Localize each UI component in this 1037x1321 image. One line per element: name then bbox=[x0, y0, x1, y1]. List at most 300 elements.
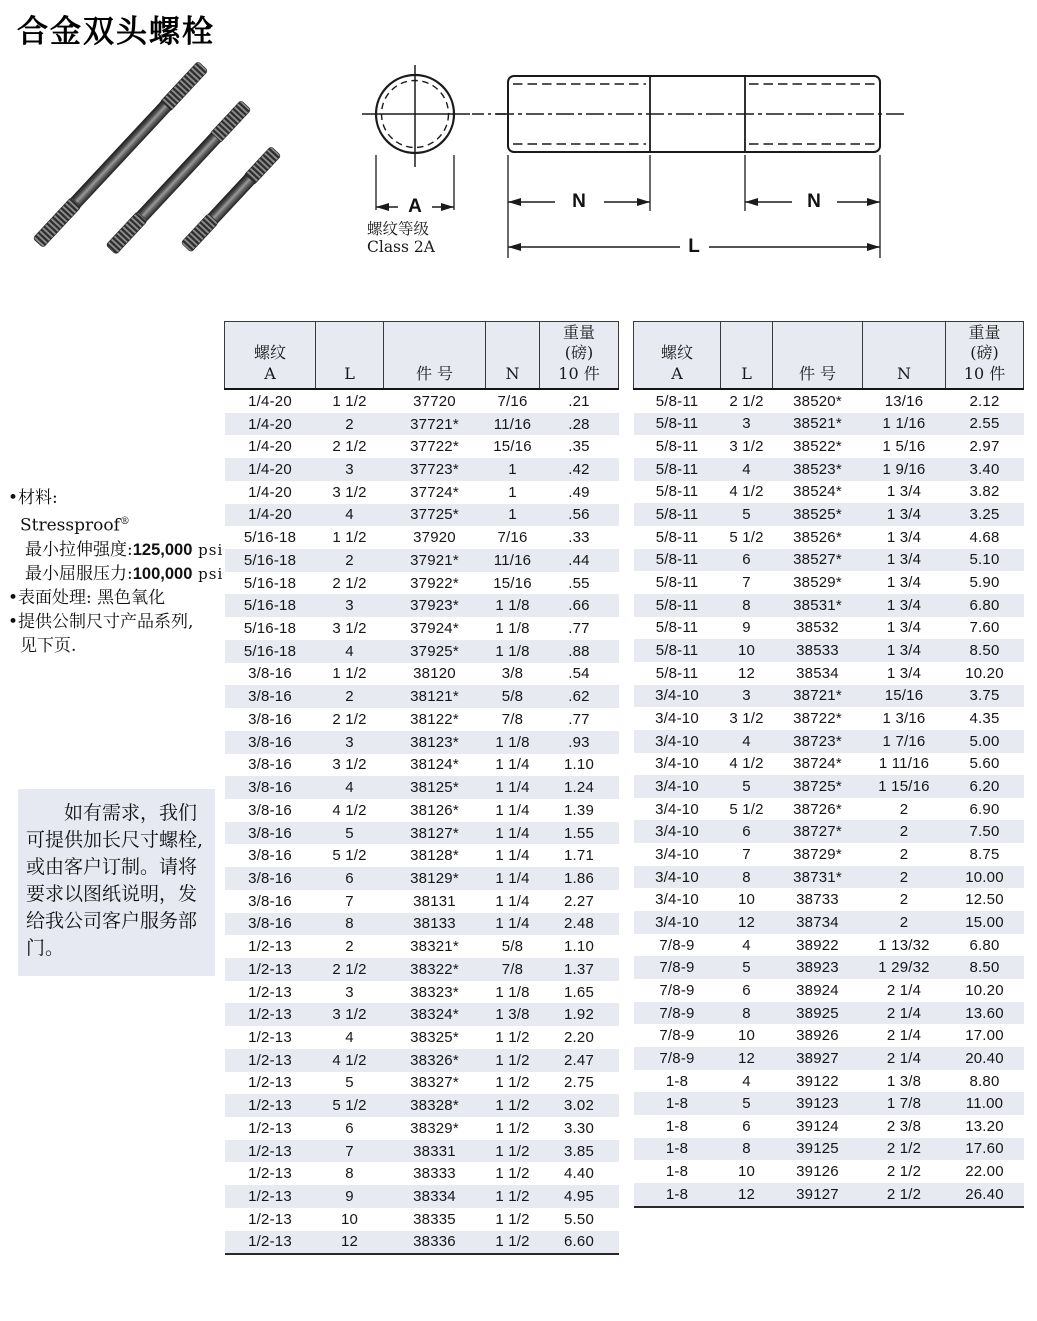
table-cell: 5 bbox=[345, 824, 354, 842]
table-cell: 2 1/4 bbox=[886, 981, 922, 999]
table-cell: 1/2-13 bbox=[248, 1051, 292, 1069]
table-cell: 3/8-16 bbox=[248, 665, 292, 683]
table-cell: 3 bbox=[345, 983, 354, 1001]
table-cell: 1 1/4 bbox=[495, 869, 530, 887]
table-cell: 15.00 bbox=[965, 913, 1004, 931]
table-cell: 38723* bbox=[793, 732, 842, 750]
table-cell: 10 bbox=[737, 642, 756, 660]
table-cell: 2.97 bbox=[969, 438, 1000, 456]
table-cell: 38526* bbox=[793, 528, 842, 546]
table-cell: 3/8-16 bbox=[248, 915, 292, 933]
table-cell: 4 1/2 bbox=[332, 801, 367, 819]
table-cell: 37923* bbox=[410, 597, 459, 615]
table-cell: 1 1/2 bbox=[332, 392, 367, 410]
table-cell: 1 15/16 bbox=[878, 777, 930, 795]
table-cell: 37922* bbox=[410, 574, 459, 592]
table-cell: .35 bbox=[568, 438, 590, 456]
table-cell: 2.75 bbox=[564, 1074, 594, 1092]
table-cell: 12 bbox=[340, 1233, 359, 1251]
table-cell: 3/4-10 bbox=[655, 687, 699, 705]
table-row bbox=[225, 754, 619, 777]
table-cell: 38533 bbox=[796, 642, 839, 660]
spec-metric-1: •提供公制尺寸产品系列, bbox=[8, 611, 194, 632]
table-cell: 2.20 bbox=[564, 1028, 594, 1046]
table-row bbox=[225, 549, 619, 572]
table-row bbox=[225, 958, 619, 981]
table-cell: .28 bbox=[568, 415, 590, 433]
table-cell: 1 7/16 bbox=[882, 732, 926, 750]
table-cell: 3/4-10 bbox=[655, 800, 699, 818]
table-row bbox=[225, 822, 619, 845]
table-cell: 1/2-13 bbox=[248, 1006, 292, 1024]
table-row bbox=[634, 662, 1024, 685]
table-cell: 7 bbox=[345, 1142, 354, 1160]
table-cell: 38527* bbox=[793, 551, 842, 569]
table-cell: 1 1/2 bbox=[495, 1097, 530, 1115]
table-cell: 38122* bbox=[410, 710, 459, 728]
table-cell: 26.40 bbox=[965, 1185, 1004, 1203]
table-cell: 1 1/2 bbox=[495, 1119, 530, 1137]
table-cell: 3/4-10 bbox=[655, 913, 699, 931]
table-cell: 3/4-10 bbox=[655, 891, 699, 909]
table-cell: 8 bbox=[742, 1140, 751, 1158]
table-header-row bbox=[634, 322, 1024, 390]
table-cell: .88 bbox=[568, 642, 590, 660]
table-cell: 8 bbox=[742, 1004, 751, 1022]
table-cell: 38731* bbox=[793, 868, 842, 886]
table-cell: 4.35 bbox=[969, 710, 1000, 728]
table-cell: 3/4-10 bbox=[655, 732, 699, 750]
table-cell: 3.02 bbox=[564, 1097, 594, 1115]
table-cell: 17.00 bbox=[965, 1027, 1004, 1045]
table-cell: 38523* bbox=[793, 460, 842, 478]
table-cell: 1/4-20 bbox=[248, 392, 292, 410]
table-cell: 6 bbox=[345, 1119, 354, 1137]
table-cell: 38524* bbox=[793, 483, 842, 501]
table-cell: 1 3/4 bbox=[886, 551, 922, 569]
table-cell: 5.60 bbox=[969, 755, 1000, 773]
table-cell: 3/4-10 bbox=[655, 845, 699, 863]
table-cell: 10.20 bbox=[965, 981, 1004, 999]
table-cell: 5/16-18 bbox=[243, 574, 297, 592]
table-cell: .55 bbox=[568, 574, 590, 592]
table-cell: 1 1/4 bbox=[495, 801, 530, 819]
table-cell: 2 bbox=[899, 868, 909, 886]
table-cell: 9 bbox=[742, 619, 751, 637]
table-cell: 3 bbox=[345, 461, 354, 479]
table-cell: 1/2-13 bbox=[248, 1028, 292, 1046]
table-cell: 2 bbox=[899, 845, 909, 863]
table-row bbox=[225, 1094, 619, 1117]
table-cell: 3/8-16 bbox=[248, 688, 292, 706]
table-cell: 6 bbox=[345, 869, 354, 887]
table-cell: 11/16 bbox=[493, 551, 532, 569]
table-cell: 5/16-18 bbox=[243, 529, 297, 547]
table-row bbox=[634, 979, 1024, 1002]
stud-medium bbox=[106, 100, 251, 254]
spec-material-name: Stressproof® bbox=[20, 515, 130, 536]
table-row bbox=[225, 413, 619, 436]
table-cell: 38529* bbox=[793, 574, 842, 592]
table-cell: 4 bbox=[742, 732, 751, 750]
table-cell: 7.60 bbox=[969, 619, 1000, 637]
table-cell: 3/4-10 bbox=[655, 710, 699, 728]
table-row bbox=[225, 1049, 619, 1072]
table-row bbox=[634, 549, 1024, 572]
table-cell: 5/8-11 bbox=[655, 664, 699, 682]
table-row bbox=[634, 843, 1024, 866]
table-row bbox=[225, 1117, 619, 1140]
table-cell: 1 bbox=[508, 461, 517, 479]
table-cell: 4 1/2 bbox=[729, 483, 764, 501]
table-cell: 2 1/2 bbox=[729, 392, 764, 410]
table-cell: 7/8 bbox=[501, 960, 524, 978]
table-cell: 3/8-16 bbox=[248, 756, 292, 774]
table-cell: 1 1/8 bbox=[495, 983, 530, 1001]
table-cell: 1 3/4 bbox=[886, 506, 922, 524]
table-cell: 2 bbox=[899, 913, 909, 931]
table-cell: 7/8 bbox=[501, 710, 524, 728]
table-cell: 38534 bbox=[796, 664, 839, 682]
table-cell: 38722* bbox=[793, 710, 842, 728]
table-cell: 37722* bbox=[410, 438, 459, 456]
table-row bbox=[634, 413, 1024, 436]
table-cell: 38326* bbox=[410, 1051, 459, 1069]
table-cell: 5/8-11 bbox=[655, 574, 699, 592]
table-cell: 38127* bbox=[410, 824, 459, 842]
table-cell: 5 1/2 bbox=[332, 847, 367, 865]
table-cell: 38325* bbox=[410, 1028, 459, 1046]
table-cell: 1 1/4 bbox=[495, 756, 530, 774]
table-cell: 38922 bbox=[796, 936, 839, 954]
table-cell: 1-8 bbox=[665, 1163, 689, 1181]
table-cell: 3 1/2 bbox=[729, 710, 764, 728]
table-row bbox=[634, 820, 1024, 843]
table-cell: 7/8-9 bbox=[659, 936, 695, 954]
table-cell: 5 bbox=[742, 1095, 751, 1113]
table-cell: 38129* bbox=[410, 869, 459, 887]
table-cell: 3.75 bbox=[969, 687, 1000, 705]
table-cell: 37921* bbox=[410, 551, 459, 569]
table-row bbox=[225, 799, 619, 822]
table-cell: 1 3/8 bbox=[886, 1072, 922, 1090]
table-cell: 38124* bbox=[410, 756, 459, 774]
table-cell: 3/8-16 bbox=[248, 847, 292, 865]
table-cell: 2 bbox=[345, 551, 354, 569]
table-row bbox=[225, 935, 619, 958]
table-cell: .42 bbox=[568, 461, 590, 479]
table-cell: 5/8-11 bbox=[655, 415, 699, 433]
table-cell: 4 bbox=[742, 1072, 751, 1090]
table-cell: 1 1/2 bbox=[495, 1028, 530, 1046]
table-cell: 38335 bbox=[413, 1210, 456, 1228]
table-row bbox=[634, 435, 1024, 458]
table-cell: 39126 bbox=[796, 1163, 839, 1181]
table-cell: 1 1/2 bbox=[495, 1188, 530, 1206]
table-row bbox=[634, 1092, 1024, 1115]
table-cell: 4.95 bbox=[564, 1188, 594, 1206]
table-cell: 2 bbox=[899, 891, 909, 909]
table-row bbox=[634, 639, 1024, 662]
table-cell: 13/16 bbox=[884, 392, 924, 410]
table-row bbox=[225, 1185, 619, 1208]
table-cell: 5/8-11 bbox=[655, 528, 699, 546]
table-cell: 1/2-13 bbox=[248, 1074, 292, 1092]
table-cell: 1/4-20 bbox=[248, 461, 292, 479]
table-row bbox=[225, 481, 619, 504]
table-row bbox=[634, 685, 1024, 708]
table-cell: 1 1/2 bbox=[495, 1142, 530, 1160]
table-cell: 38721* bbox=[793, 687, 842, 705]
table-cell: 6 bbox=[742, 981, 751, 999]
table-cell: 5 bbox=[345, 1074, 354, 1092]
table-cell: 5/8-11 bbox=[655, 483, 699, 501]
table-cell: 1/2-13 bbox=[248, 1142, 292, 1160]
table-row bbox=[634, 888, 1024, 911]
table-cell: 1-8 bbox=[665, 1095, 689, 1113]
table-cell: 1 3/4 bbox=[886, 642, 922, 660]
table-cell: 7 bbox=[742, 574, 751, 592]
table-cell: 12 bbox=[737, 913, 756, 931]
table-cell: 3 bbox=[345, 733, 354, 751]
table-row bbox=[634, 1115, 1024, 1138]
table-cell: 38334 bbox=[413, 1188, 456, 1206]
table-cell: 2 bbox=[345, 415, 354, 433]
table-cell: 2 bbox=[345, 688, 354, 706]
table-cell: 5/8-11 bbox=[655, 392, 699, 410]
table-cell: 1 3/4 bbox=[886, 528, 922, 546]
table-cell: 2 1/2 bbox=[886, 1185, 922, 1203]
table-cell: 8.50 bbox=[969, 959, 1000, 977]
table-row bbox=[634, 866, 1024, 889]
table-cell: 38322* bbox=[410, 960, 459, 978]
table-cell: 3/8-16 bbox=[248, 824, 292, 842]
table-cell: 1/2-13 bbox=[248, 960, 292, 978]
table-cell: 6.20 bbox=[969, 777, 1000, 795]
table-cell: 38924 bbox=[796, 981, 839, 999]
table-cell: 1/2-13 bbox=[248, 1097, 292, 1115]
table-cell: 3/8-16 bbox=[248, 869, 292, 887]
table-cell: 1 9/16 bbox=[882, 460, 926, 478]
col-header-thread: 螺纹 A bbox=[634, 322, 721, 390]
table-cell: 10 bbox=[737, 1027, 756, 1045]
spec-material-bullet: •材料: bbox=[8, 488, 58, 508]
col-header-weight: 重量 (磅) 10 件 bbox=[946, 322, 1024, 390]
table-row bbox=[225, 526, 619, 549]
table-cell: 5/8-11 bbox=[655, 619, 699, 637]
dim-l-label: L bbox=[688, 236, 700, 258]
table-cell: 1.24 bbox=[564, 779, 594, 797]
table-cell: 7/16 bbox=[497, 529, 528, 547]
col-header-n: N bbox=[863, 322, 946, 390]
table-cell: 3/4-10 bbox=[655, 755, 699, 773]
table-cell: 1.71 bbox=[564, 847, 594, 865]
table-cell: 8.80 bbox=[969, 1072, 1000, 1090]
table-cell: 3/8-16 bbox=[248, 801, 292, 819]
spec-yield: 最小屈服压力:100,000 psi bbox=[25, 563, 224, 584]
table-cell: 5/8-11 bbox=[655, 506, 699, 524]
table-cell: 4 bbox=[742, 460, 751, 478]
table-cell: 38532 bbox=[796, 619, 839, 637]
table-row bbox=[225, 913, 619, 936]
table-cell: 38133 bbox=[413, 915, 456, 933]
table-cell: .77 bbox=[568, 620, 590, 638]
table-cell: 38329* bbox=[410, 1119, 459, 1137]
table-row bbox=[225, 594, 619, 617]
table-cell: 5 bbox=[742, 777, 751, 795]
table-cell: 1 1/2 bbox=[332, 529, 367, 547]
table-cell: 7 bbox=[742, 845, 751, 863]
table-cell: 38333 bbox=[413, 1165, 456, 1183]
table-cell: 3/8-16 bbox=[248, 733, 292, 751]
table-cell: 38725* bbox=[793, 777, 842, 795]
table-cell: 1 1/4 bbox=[495, 824, 530, 842]
table-cell: 4 bbox=[742, 936, 751, 954]
table-cell: 5/8 bbox=[501, 688, 524, 706]
table-cell: 37725* bbox=[410, 506, 459, 524]
col-header-thread: 螺纹 A bbox=[225, 322, 316, 390]
table-row bbox=[225, 685, 619, 708]
table-cell: 1 bbox=[508, 506, 517, 524]
table-cell: 20.40 bbox=[965, 1049, 1004, 1067]
table-row bbox=[225, 981, 619, 1004]
col-header-length: L bbox=[721, 322, 773, 390]
table-cell: 4 bbox=[345, 642, 354, 660]
table-cell: 5/8-11 bbox=[655, 551, 699, 569]
table-cell: 2 1/4 bbox=[886, 1049, 922, 1067]
stud-long bbox=[33, 61, 208, 248]
table-cell: 38925 bbox=[796, 1004, 839, 1022]
table-cell: 1/2-13 bbox=[248, 983, 292, 1001]
table-cell: 4 bbox=[345, 1028, 354, 1046]
table-cell: 38328* bbox=[410, 1097, 459, 1115]
table-cell: 3/4-10 bbox=[655, 823, 699, 841]
table-cell: 3.25 bbox=[969, 506, 1000, 524]
table-cell: 3/8-16 bbox=[248, 710, 292, 728]
table-cell: 1-8 bbox=[665, 1072, 689, 1090]
table-row bbox=[225, 867, 619, 890]
table-cell: 39124 bbox=[796, 1117, 839, 1135]
table-cell: 3/8 bbox=[501, 665, 524, 683]
col-header-part: 件 号 bbox=[773, 322, 863, 390]
table-cell: 1 7/8 bbox=[886, 1095, 922, 1113]
table-row bbox=[634, 1002, 1024, 1025]
table-cell: 1 3/4 bbox=[886, 596, 922, 614]
table-cell: .33 bbox=[568, 529, 590, 547]
table-cell: 3/8-16 bbox=[248, 892, 292, 910]
table-cell: 38927 bbox=[796, 1049, 839, 1067]
table-cell: 7/8-9 bbox=[659, 959, 695, 977]
table-cell: .54 bbox=[568, 665, 590, 683]
table-cell: 8 bbox=[345, 915, 354, 933]
table-cell: 1 3/4 bbox=[886, 483, 922, 501]
table-cell: 38126* bbox=[410, 801, 459, 819]
page-title: 合金双头螺栓 bbox=[17, 14, 215, 50]
table-cell: 1 1/4 bbox=[495, 915, 530, 933]
table-cell: 1 1/2 bbox=[332, 665, 367, 683]
table-cell: 15/16 bbox=[493, 574, 532, 592]
table-row bbox=[634, 911, 1024, 934]
table-cell: 2.48 bbox=[564, 915, 594, 933]
table-cell: 12 bbox=[737, 1049, 756, 1067]
table-cell: 5/8-11 bbox=[655, 642, 699, 660]
table-cell: 2 1/2 bbox=[332, 574, 367, 592]
table-cell: 3.85 bbox=[564, 1142, 594, 1160]
table-row bbox=[225, 663, 619, 686]
table-cell: 1 5/16 bbox=[882, 438, 926, 456]
table-header-row bbox=[225, 322, 619, 390]
table-cell: 5 1/2 bbox=[729, 528, 764, 546]
table-cell: 38525* bbox=[793, 506, 842, 524]
table-cell: .44 bbox=[568, 551, 590, 569]
table-cell: 39122 bbox=[796, 1072, 839, 1090]
table-row bbox=[225, 844, 619, 867]
table-cell: 1/2-13 bbox=[248, 938, 292, 956]
table-cell: 8.75 bbox=[969, 845, 1000, 863]
table-cell: 5/16-18 bbox=[243, 551, 297, 569]
table-row bbox=[634, 1047, 1024, 1070]
table-cell: 1.10 bbox=[564, 938, 594, 956]
table-row bbox=[634, 389, 1024, 413]
table-cell: .21 bbox=[568, 392, 590, 410]
table-cell: 7/8-9 bbox=[659, 981, 695, 999]
table-cell: 4 bbox=[345, 779, 354, 797]
table-cell: .49 bbox=[568, 483, 590, 501]
table-cell: 6.80 bbox=[969, 936, 1000, 954]
table-cell: 3/4-10 bbox=[655, 777, 699, 795]
thread-class-label-en: Class 2A bbox=[367, 238, 435, 256]
table-row bbox=[225, 389, 619, 413]
table-cell: 7/8-9 bbox=[659, 1004, 695, 1022]
table-row bbox=[634, 458, 1024, 481]
table-cell: 6 bbox=[742, 1117, 751, 1135]
table-cell: 4 bbox=[345, 506, 354, 524]
table-cell: 38531* bbox=[793, 596, 842, 614]
table-cell: .93 bbox=[568, 733, 590, 751]
table-cell: 1/2-13 bbox=[248, 1188, 292, 1206]
table-cell: 2 1/2 bbox=[332, 438, 367, 456]
table-cell: 3 1/2 bbox=[332, 483, 367, 501]
table-cell: 2 bbox=[899, 800, 909, 818]
table-cell: 2 1/4 bbox=[886, 1027, 922, 1045]
table-cell: 6 bbox=[742, 551, 751, 569]
table-cell: 1 1/8 bbox=[495, 620, 530, 638]
table-cell: 15/16 bbox=[884, 687, 924, 705]
table-cell: 38336 bbox=[413, 1233, 456, 1251]
table-row bbox=[634, 753, 1024, 776]
table-cell: 13.60 bbox=[965, 1004, 1004, 1022]
table-cell: 1 1/2 bbox=[495, 1051, 530, 1069]
table-cell: 2 1/4 bbox=[886, 1004, 922, 1022]
table-cell: 3.30 bbox=[564, 1119, 594, 1137]
product-photo bbox=[6, 52, 341, 272]
table-cell: 37920 bbox=[413, 529, 456, 547]
table-row bbox=[225, 640, 619, 663]
table-row bbox=[225, 1072, 619, 1095]
table-cell: 1 1/2 bbox=[495, 1165, 530, 1183]
table-cell: 1 11/16 bbox=[878, 755, 930, 773]
custom-order-note: 如有需求，我们可提供加长尺寸螺栓,或由客户订制。请将要求以图纸说明，发给我公司客户服务部门。 bbox=[18, 789, 215, 976]
table-cell: 37924* bbox=[410, 620, 459, 638]
table-cell: 1.86 bbox=[564, 869, 594, 887]
table-row bbox=[634, 1070, 1024, 1093]
table-cell: 38521* bbox=[793, 415, 842, 433]
table-cell: 1/4-20 bbox=[248, 438, 292, 456]
col-header-weight: 重量 (磅) 10 件 bbox=[540, 322, 619, 390]
table-cell: 1 1/2 bbox=[495, 1210, 530, 1228]
table-cell: 1.55 bbox=[564, 824, 594, 842]
table-cell: 1-8 bbox=[665, 1185, 689, 1203]
